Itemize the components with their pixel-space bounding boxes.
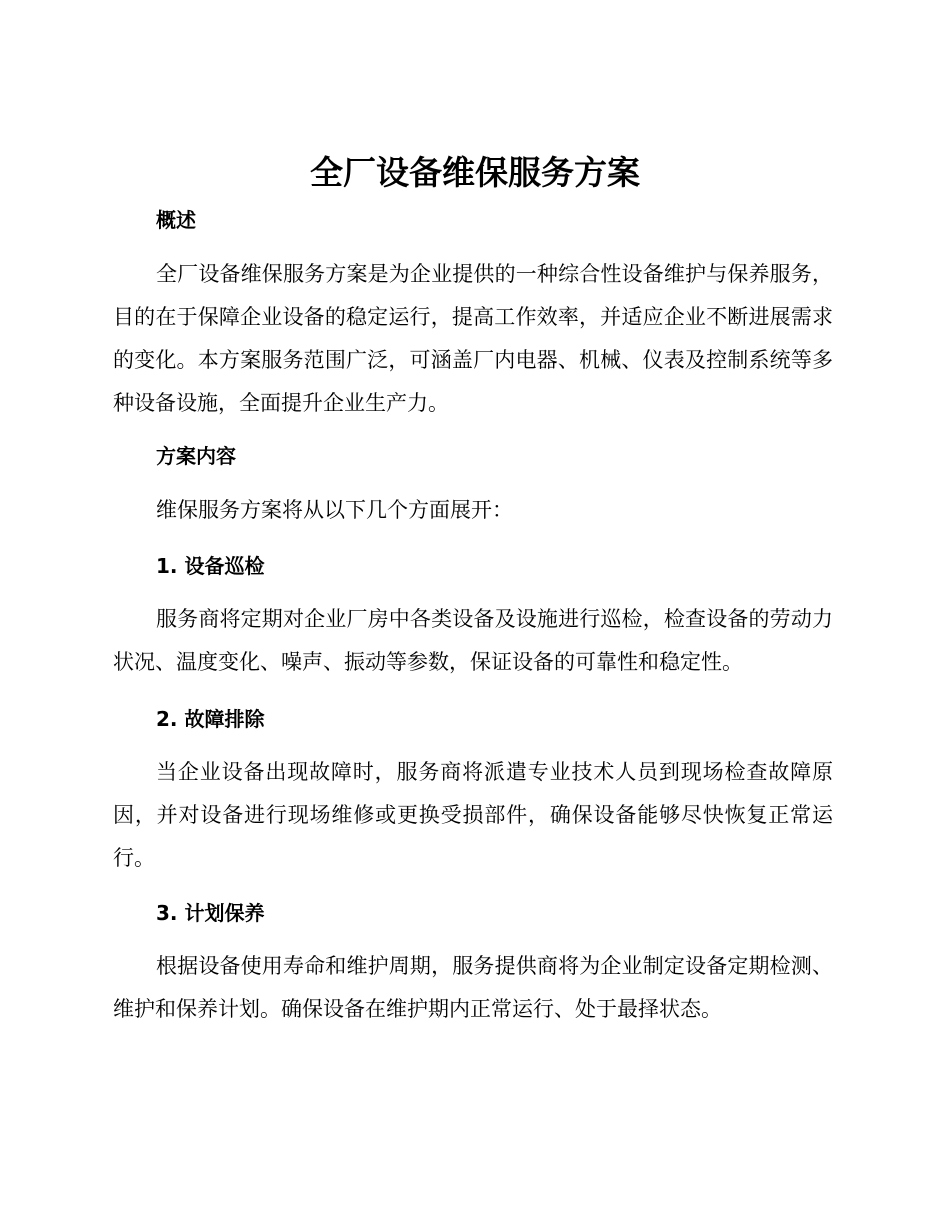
section-paragraph-plan-content: 维保服务方案将从以下几个方面展开： [156, 498, 513, 522]
section-heading-planned-maintenance: 3. 计划保养 [156, 901, 265, 925]
section-paragraph-planned-maintenance: 根据设备使用寿命和维护周期，服务提供商将为企业制定设备定期检测、维护和保养计划。确保设备在维护期内正常运行、处于最择状态。 [113, 954, 833, 1021]
section-paragraph-inspection: 服务商将定期对企业厂房中各类设备及设施进行巡检，检查设备的劳动力状况、温度变化、噪声、振动等参数，保证设备的可靠性和稳定性。 [113, 607, 833, 674]
section-paragraph-troubleshooting: 当企业设备出现故障时，服务商将派遣专业技术人员到现场检查故障原因，并对设备进行现场维修或更换受损部件，确保设备能够尽快恢复正常运行。 [113, 760, 833, 870]
section-heading-overview: 概述 [156, 208, 196, 232]
section-paragraph-overview: 全厂设备维保服务方案是为企业提供的一种综合性设备维护与保养服务，目的在于保障企业设备的稳定运行，提高工作效率，并适应企业不断进展需求的变化。本方案服务范围广泛，可涵盖厂内电器、机械、仪表及控制系统等多种设备设施，全面提升企业生产力。 [113, 262, 833, 415]
document-title: 全厂设备维保服务方案 [310, 153, 640, 192]
section-heading-inspection: 1. 设备巡检 [156, 554, 265, 578]
section-heading-plan-content: 方案内容 [156, 444, 236, 468]
section-heading-troubleshooting: 2. 故障排除 [156, 707, 265, 731]
